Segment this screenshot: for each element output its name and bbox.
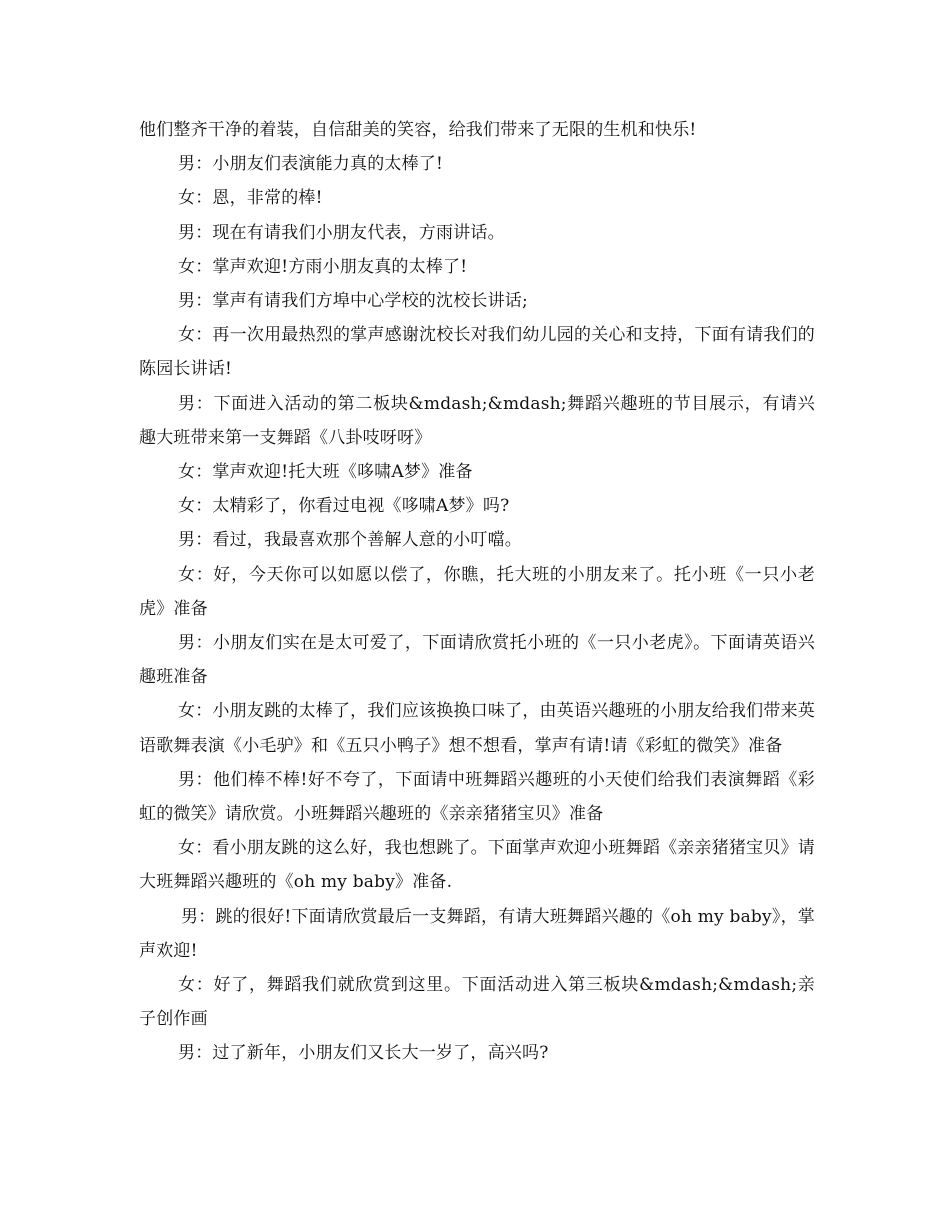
paragraph: 男：看过，我最喜欢那个善解人意的小叮噹。 (178, 530, 522, 551)
paragraph: 男：他们棒不棒!好不夸了，下面请中班舞蹈兴趣班的小天使们给我们表演舞蹈《彩虹的微笑》请欣赏。小班舞蹈兴趣班的《亲亲猪猪宝贝》准备 (139, 769, 815, 825)
paragraph: 男：掌声有请我们方埠中心学校的沈校长讲话; (178, 291, 528, 312)
paragraph: 女：太精彩了，你看过电视《哆啸A梦》吗? (178, 496, 510, 517)
paragraph: 男：下面进入活动的第二板块&mdash;&mdash;舞蹈兴趣班的节目展示，有请兴趣大班带来第一支舞蹈《八卦吱呀呀》 (139, 393, 815, 448)
paragraph: 女：小朋友跳的太棒了，我们应该换换口味了，由英语兴趣班的小朋友给我们带来英语歌舞表演《小毛驴》和《五只小鸭子》想不想看，掌声有请!请《彩虹的微笑》准备 (139, 701, 815, 756)
paragraph: 女：看小朋友跳的这么好，我也想跳了。下面掌声欢迎小班舞蹈《亲亲猪猪宝贝》请大班舞蹈兴趣班的《oh my baby》准备. (139, 838, 815, 893)
paragraph: 女：再一次用最热烈的掌声感谢沈校长对我们幼儿园的关心和支持，下面有请我们的陈园长讲话! (139, 325, 815, 380)
paragraph: 女：好了，舞蹈我们就欣赏到这里。下面活动进入第三板块&mdash;&mdash;亲子创作画 (139, 975, 815, 1030)
paragraph: 他们整齐干净的着装，自信甜美的笑容，给我们带来了无限的生机和快乐! (139, 120, 697, 140)
paragraph: 男：现在有请我们小朋友代表，方雨讲话。 (178, 222, 505, 243)
paragraph: 男：小朋友们实在是太可爱了，下面请欣赏托小班的《一只小老虎》。下面请英语兴趣班准备 (139, 633, 815, 688)
paragraph: 男：跳的很好!下面请欣赏最后一支舞蹈，有请大班舞蹈兴趣的《oh my baby》，掌声欢迎! (139, 906, 815, 961)
paragraph: 男：过了新年，小朋友们又长大一岁了，高兴吗? (178, 1043, 549, 1064)
document-body (139, 113, 815, 1071)
paragraph: 女：好，今天你可以如愿以偿了，你瞧，托大班的小朋友来了。托小班《一只小老虎》准备 (139, 564, 815, 619)
paragraph: 男：小朋友们表演能力真的太棒了! (178, 154, 444, 175)
paragraph: 女：恩，非常的棒! (178, 188, 323, 209)
paragraph: 女：掌声欢迎!托大班《哆啸A梦》准备 (178, 462, 473, 483)
paragraph: 女：掌声欢迎!方雨小朋友真的太棒了! (178, 256, 468, 277)
